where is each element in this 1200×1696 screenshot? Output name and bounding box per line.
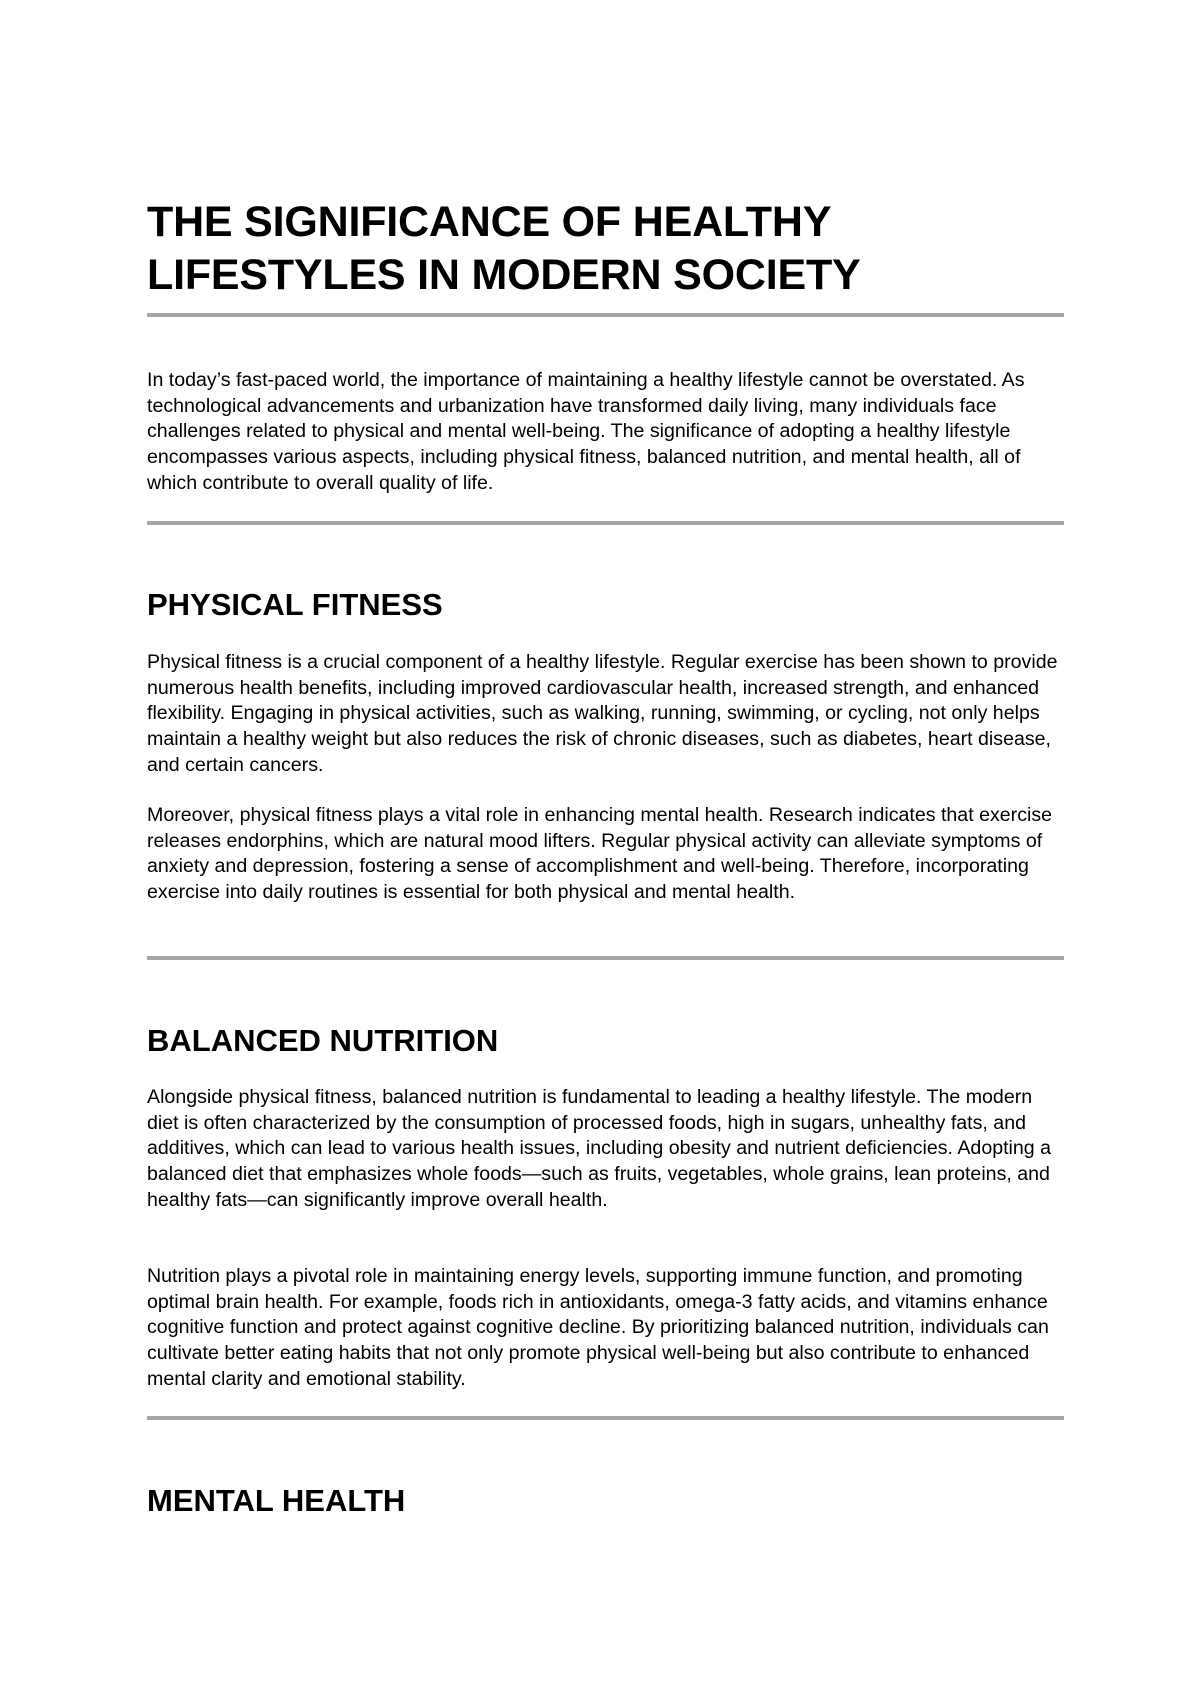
balanced-nutrition-paragraph-2: Nutrition plays a pivotal role in maintaining energy levels, supporting immune function, and promoting optimal brain health. For example, foods rich in antioxidants, omega-3 fatty acids, and vitamins enhance cognitive function and protect against cognitive decline. By prioritizing balanced nutrition, individuals can cultivate better eating habits that not only promote physical well-being but also contribute to enhanced mental clarity and emotional stability. <box>147 1265 1049 1390</box>
document-title: THE SIGNIFICANCE OF HEALTHY LIFESTYLES IN MODERN SOCIETY <box>147 198 861 299</box>
section-heading-balanced-nutrition: BALANCED NUTRITION <box>147 1023 499 1058</box>
balanced-nutrition-paragraph-1: Alongside physical fitness, balanced nutrition is fundamental to leading a healthy lifestyle. The modern diet is often characterized by the consumption of processed foods, high in sugars, unhealthy fats, and additives, which can lead to various health issues, including obesity and nutrient deficiencies. Adopting a balanced diet that emphasizes whole foods—such as fruits, vegetables, whole grains, lean proteins, and healthy fats—can significantly improve overall health. <box>147 1086 1052 1211</box>
intro-paragraph: In today’s fast-paced world, the importance of maintaining a healthy lifestyle cannot be overstated. As technological advancements and urbanization have transformed daily living, many individuals face challenges related to physical and mental well-being. The significance of adopting a healthy lifestyle encompasses various aspects, including physical fitness, balanced nutrition, and mental health, all of which contribute to overall quality of life. <box>147 369 1025 494</box>
balanced-nutrition-divider <box>147 1416 1064 1420</box>
physical-fitness-paragraph-1: Physical fitness is a crucial component of a healthy lifestyle. Regular exercise has been shown to provide numerous health benefits, including improved cardiovascular health, increased strength, and enhanced flexibility. Engaging in physical activities, such as walking, running, swimming, or cycling, not only helps maintain a healthy weight but also reduces the risk of chronic diseases, such as diabetes, heart disease, and certain cancers. <box>147 651 1058 776</box>
intro-divider <box>147 521 1064 525</box>
section-heading-physical-fitness: PHYSICAL FITNESS <box>147 587 443 622</box>
physical-fitness-divider <box>147 956 1064 960</box>
section-heading-mental-health: MENTAL HEALTH <box>147 1483 406 1518</box>
title-divider <box>147 313 1064 317</box>
physical-fitness-paragraph-2: Moreover, physical fitness plays a vital role in enhancing mental health. Research indicates that exercise releases endorphins, which are natural mood lifters. Regular physical activity can alleviate symptoms of anxiety and depression, fostering a sense of accomplishment and well-being. Therefore, incorporating exercise into daily routines is essential for both physical and mental health. <box>147 804 1053 904</box>
